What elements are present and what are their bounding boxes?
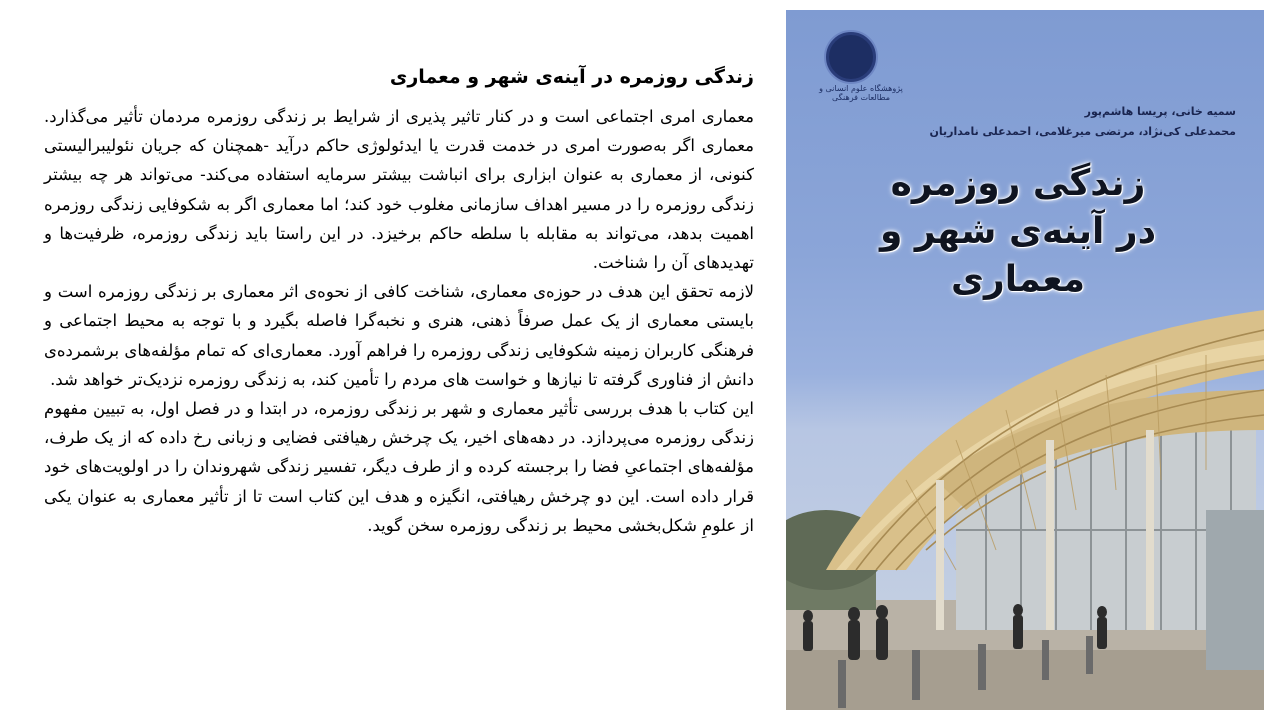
text-column <box>44 62 754 540</box>
paragraph-3: این کتاب با هدف بررسی تأثیر معماری و شهر بر زندگی روزمره، در ابتدا و در فصل اول، به تبیین مفهوم زندگی روزمره می‌پردازد. در دهه‌های اخیر، یک چرخش رهیافتی فضایی و زبانی رخ داده که از یک طرف، مؤلفه‌های اجتماعیِ فضا را برجسته کرده و از طرف دیگر، تفسیر زندگی شهروندان را در اولویت‌های خود قرار داده است. این دو چرخش رهیافتی، انگیزه و هدف این کتاب است تا از تأثیر معماری به عنوان یکی از علومِ شکل‌بخشی محیط بر زندگی روزمره سخن گوید. <box>44 399 754 535</box>
cover-title <box>808 160 1228 304</box>
paragraph-1: معماری امری اجتماعی است و در کنار تاثیر پذیری از شرایط بر زندگی روزمره مردمان تأثیر می‌گذارد. معماری اگر به‌صورت امری در خدمت قدرت یا ایدئولوژی حاکم درآید -همچنان که جریان نئولیبرالیستی کنونی، از معماری به عنوان ابزاری برای انباشت بیشتر سرمایه استفاده می‌کند- می‌تواند هر چه بیشتر زندگی روزمره را در مسیر اهداف سازمانی مغلوب خود کند؛ اما معماری اگر به شکوفایی زندگی روزمره اهمیت بدهد، می‌تواند به مقابله با سلطه حاکم برخیزد. در این راستا باید زندگی روزمره، ظرفیت‌ها و تهدیدهای آن را شناخت. <box>44 107 754 273</box>
page-title: زندگی روزمره در آینه‌ی شهر و معماری <box>389 66 754 88</box>
book-cover-image <box>786 10 1264 710</box>
paragraph-2: لازمه تحقق این هدف در حوزه‌ی معماری، شناخت کافی از نحوه‌ی اثر معماری بر زندگی روزمره است و بایستی معماری از یک عمل صرفاً ذهنی، هنری و نخبه‌گرا فاصله بگیرد و با توجه به محیط اجتماعی و فرهنگی کاربران زمینه شکوفایی زندگی روزمره را فراهم آورد. معماری‌ای که تمام مؤلفه‌های برشمرده‌ی دانش از فناوری گرفته تا نیازها و خواست های مردم را تأمین کند، به زندگی روزمره نزدیک‌تر خواهد شد. <box>44 282 754 389</box>
authors-line-2: محمدعلی کی‌نژاد، مرتضی میرغلامی، احمدعلی نامداریان <box>929 125 1236 138</box>
authors-line-1: سمیه خانی، پریسا هاشم‌پور <box>1084 105 1236 118</box>
cover-title-line-1: زندگی روزمره <box>890 163 1146 204</box>
cover-authors <box>816 102 1236 142</box>
cover-title-line-2: در آینه‌ی شهر و معماری <box>879 211 1157 300</box>
publisher-name: پژوهشگاه علوم انسانی و مطالعات فرهنگی <box>819 84 903 102</box>
publisher-logo <box>826 32 876 82</box>
